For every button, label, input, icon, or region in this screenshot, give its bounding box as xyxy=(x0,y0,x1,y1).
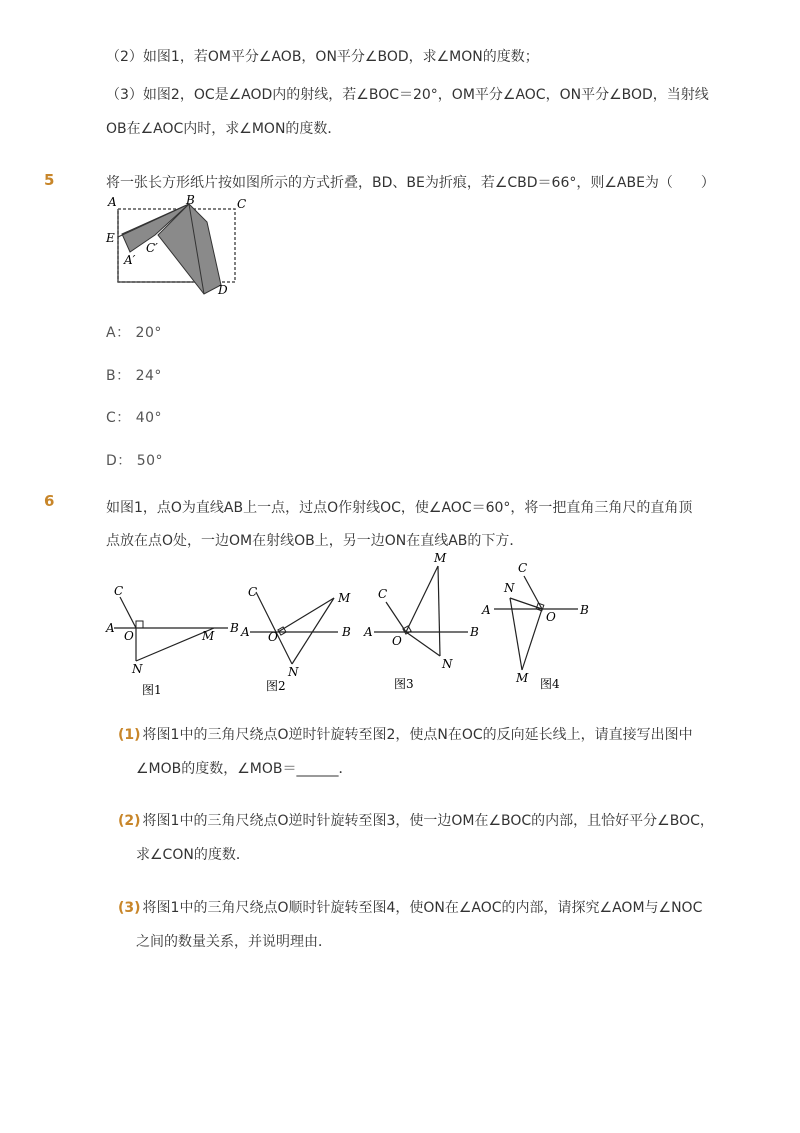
option-b[interactable] xyxy=(106,365,162,385)
svg-text:B: B xyxy=(230,621,239,635)
svg-text:C: C xyxy=(114,584,124,598)
svg-text:A: A xyxy=(364,625,373,639)
label-C: C xyxy=(237,197,247,211)
svg-text:N: N xyxy=(132,662,143,676)
svg-text:N: N xyxy=(504,581,515,595)
svg-text:A: A xyxy=(241,625,250,639)
caption-figure-3: 图3 xyxy=(394,677,414,691)
option-c-label: C： xyxy=(106,410,131,426)
question-number-5: 5 xyxy=(44,171,55,189)
svg-text:C: C xyxy=(248,585,258,599)
svg-text:M: M xyxy=(434,551,447,565)
q4-part3-line2: OB在∠AOC内时，求∠MON的度数． xyxy=(106,121,342,137)
part1-text: 将图1中的三角尺绕点O逆时针旋转至图2，使点N在OC的反向延长线上，请直接写出图中 xyxy=(142,727,693,743)
question-number-6: 6 xyxy=(44,492,55,510)
label-A: A xyxy=(108,195,117,209)
figure-4 xyxy=(481,561,589,691)
option-a-label: A： xyxy=(106,325,131,341)
svg-text:N: N xyxy=(288,665,299,679)
caption-figure-1: 图1 xyxy=(142,683,162,697)
q5-stem: 将一张长方形纸片按如图所示的方式折叠，BD、BE为折痕，若∠CBD＝66°，则∠ABE为（ ） xyxy=(106,175,715,191)
svg-text:B: B xyxy=(470,625,479,639)
part1-number: (1) xyxy=(118,727,141,743)
svg-text:C: C xyxy=(378,587,388,601)
label-B: B xyxy=(186,193,195,207)
svg-text:B: B xyxy=(342,625,351,639)
option-c[interactable] xyxy=(106,407,162,427)
option-d-value: 50° xyxy=(136,453,164,469)
caption-figure-4: 图4 xyxy=(540,677,560,691)
option-b-label: B： xyxy=(106,368,131,384)
q4-part3-line1: （3）如图2，OC是∠AOD内的射线，若∠BOC＝20°，OM平分∠AOC，ON平分∠BOD，当射线 xyxy=(106,87,709,103)
figure-3 xyxy=(363,551,479,691)
caption-figure-2: 图2 xyxy=(266,679,286,693)
q6-stem-line2: 点放在点O处，一边OM在射线OB上，另一边ON在直线AB的下方． xyxy=(106,533,524,549)
label-E: E xyxy=(106,231,115,245)
q6-part1-cont: ∠MOB的度数，∠MOB＝______． xyxy=(136,761,353,777)
part2-number: (2) xyxy=(118,813,141,829)
svg-text:A: A xyxy=(482,603,491,617)
option-a-value: 20° xyxy=(135,325,162,341)
svg-text:B: B xyxy=(580,603,589,617)
option-b-value: 24° xyxy=(135,368,162,384)
figure-1 xyxy=(105,584,239,697)
part3-number: (3) xyxy=(118,900,141,916)
q6-part3-cont: 之间的数量关系，并说明理由． xyxy=(136,934,332,950)
q6-part3 xyxy=(118,897,702,917)
svg-text:O: O xyxy=(124,629,134,643)
q4-part2: （2）如图1，若OM平分∠AOB，ON平分∠BOD，求∠MON的度数； xyxy=(106,49,539,65)
svg-text:A: A xyxy=(106,621,115,635)
option-d[interactable] xyxy=(106,450,163,470)
fold-figure xyxy=(100,192,260,302)
svg-text:N: N xyxy=(442,657,453,671)
label-A-prime: A′ xyxy=(124,253,136,267)
q6-part2-cont: 求∠CON的度数． xyxy=(136,847,250,863)
option-c-value: 40° xyxy=(135,410,163,426)
q6-part2 xyxy=(118,810,714,830)
svg-text:C: C xyxy=(518,561,528,575)
label-C-prime: C′ xyxy=(146,241,158,255)
svg-text:O: O xyxy=(546,610,556,624)
svg-text:M: M xyxy=(338,591,351,605)
svg-text:M: M xyxy=(516,671,529,685)
svg-text:O: O xyxy=(268,630,278,644)
q6-part1 xyxy=(118,724,693,744)
part3-text: 将图1中的三角尺绕点O顺时针旋转至图4，使ON在∠AOC的内部，请探究∠AOM与∠NOC xyxy=(142,900,703,916)
svg-text:O: O xyxy=(392,634,402,648)
option-d-label: D： xyxy=(106,453,132,469)
label-D: D xyxy=(218,283,228,297)
part2-text: 将图1中的三角尺绕点O逆时针旋转至图3，使一边OM在∠BOC的内部，且恰好平分∠BOC， xyxy=(142,813,714,829)
figure-2 xyxy=(240,585,351,693)
q6-stem-line1: 如图1，点O为直线AB上一点，过点O作射线OC，使∠AOC＝60°，将一把直角三角尺的直角顶 xyxy=(106,500,693,516)
rotation-figures xyxy=(100,548,600,698)
svg-text:M: M xyxy=(202,629,215,643)
option-a[interactable] xyxy=(106,322,162,342)
